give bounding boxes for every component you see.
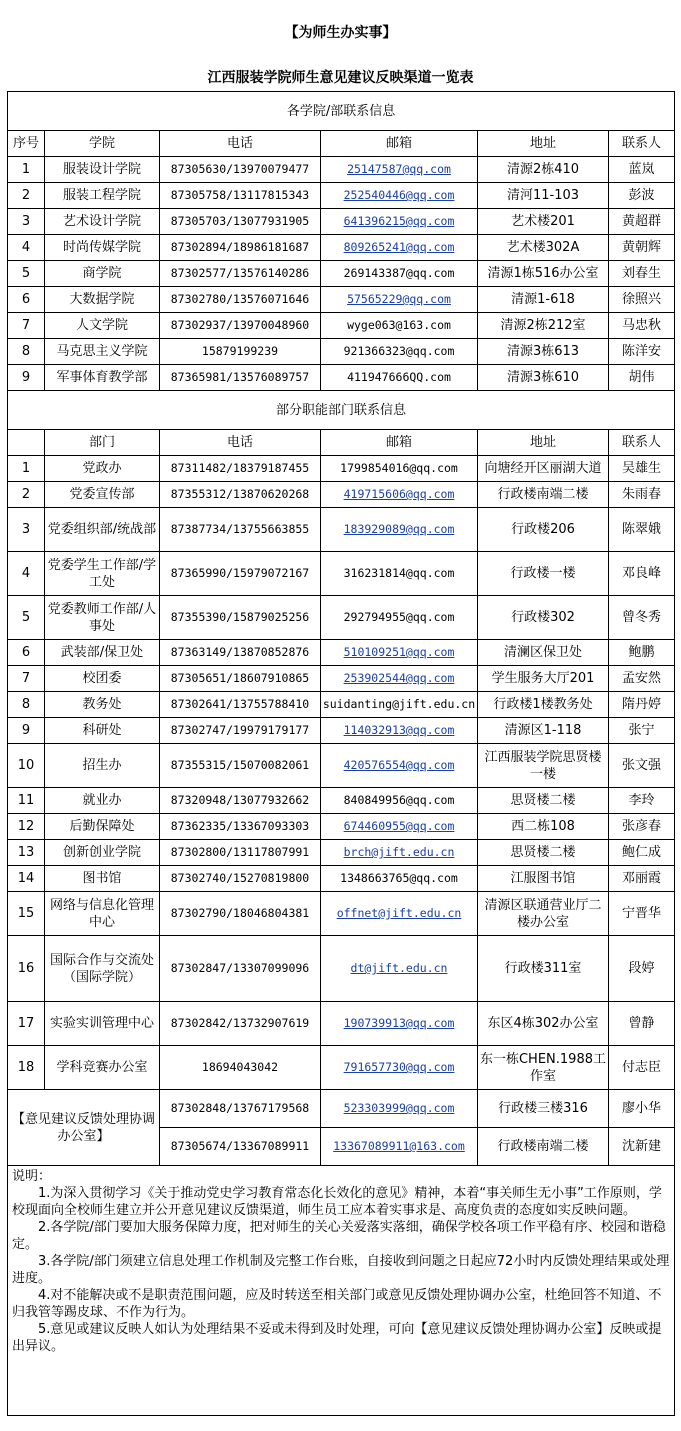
department-row [8, 692, 675, 718]
contact-person: 付志臣 [609, 1046, 675, 1090]
phone-number: 87305674/13367089911 [160, 1128, 321, 1166]
contact-person: 陈洋安 [609, 339, 675, 365]
college-row [8, 209, 675, 235]
coordination-row [8, 1090, 675, 1128]
email-link[interactable]: 674460955@qq.com [343, 819, 455, 833]
department-row [8, 456, 675, 482]
address: 行政楼302 [478, 596, 609, 640]
row-number: 6 [8, 287, 45, 313]
email-link[interactable]: 523303999@qq.com [343, 1101, 455, 1115]
department-row [8, 508, 675, 552]
email-address [321, 508, 478, 552]
address: 行政楼南端二楼 [478, 482, 609, 508]
address: 清源3栋613 [478, 339, 609, 365]
phone-number: 87302790/18046804381 [160, 892, 321, 936]
note-item: 5.意见或建议反映人如认为处理结果不妥或未得到及时处理，可向【意见建议反馈处理协调办公室】反映或提出异议。 [12, 1322, 662, 1354]
contact-person: 彭波 [609, 183, 675, 209]
col-header-no: 序号 [8, 131, 45, 157]
row-number: 14 [8, 866, 45, 892]
contact-person: 徐照兴 [609, 287, 675, 313]
row-number: 7 [8, 313, 45, 339]
address: 东一栋CHEN.1988工作室 [478, 1046, 609, 1090]
col-header-phone: 电话 [160, 430, 321, 456]
note-item: 1.为深入贯彻学习《关于推动党史学习教育常态化长效化的意见》精神，本着“事关师生无小事”工作原则，学校现面向全校师生建立并公开意见建议反馈渠道，师生员工应本着实事求是、高度负责的态度如实反映问题。 [12, 1186, 662, 1218]
contact-person: 陈翠娥 [609, 508, 675, 552]
department-name: 校团委 [45, 666, 160, 692]
colleges-section-title: 各学院/部联系信息 [8, 92, 675, 131]
email-address: 411947666QQ.com [321, 365, 478, 391]
department-row [8, 814, 675, 840]
address: 清源1-618 [478, 287, 609, 313]
colleges-section-header [8, 92, 675, 131]
address: 学生服务大厅201 [478, 666, 609, 692]
contact-person: 沈新建 [609, 1128, 675, 1166]
row-number: 2 [8, 183, 45, 209]
note-item: 4.对不能解决或不是职责范围问题，应及时转送至相关部门或意见反馈处理协调办公室，杜绝回答不知道、不归我管等踢皮球、不作为行为。 [12, 1288, 662, 1320]
email-link[interactable]: 419715606@qq.com [343, 487, 455, 501]
email-address [321, 287, 478, 313]
email-link[interactable]: offnet@jift.edu.cn [336, 906, 462, 920]
email-address [321, 640, 478, 666]
email-address [321, 892, 478, 936]
department-row [8, 840, 675, 866]
contact-person: 邓良峰 [609, 552, 675, 596]
college-name: 服装工程学院 [45, 183, 160, 209]
contact-person: 胡伟 [609, 365, 675, 391]
department-name: 武装部/保卫处 [45, 640, 160, 666]
email-address [321, 744, 478, 788]
college-row [8, 183, 675, 209]
contact-person: 李玲 [609, 788, 675, 814]
phone-number: 87305630/13970079477 [160, 157, 321, 183]
department-row [8, 718, 675, 744]
address: 行政楼南端二楼 [478, 1128, 609, 1166]
email-link[interactable]: 13367089911@163.com [333, 1139, 465, 1153]
phone-number: 87302894/18986181687 [160, 235, 321, 261]
email-address [321, 183, 478, 209]
phone-number: 87302842/13732907619 [160, 1002, 321, 1046]
college-name: 大数据学院 [45, 287, 160, 313]
address: 清源1栋516办公室 [478, 261, 609, 287]
department-name: 党政办 [45, 456, 160, 482]
col-header-email: 邮箱 [321, 131, 478, 157]
email-link[interactable]: brch@jift.edu.cn [343, 845, 455, 859]
address: 思贤楼二楼 [478, 788, 609, 814]
college-row [8, 235, 675, 261]
col-header-contact: 联系人 [609, 430, 675, 456]
contact-person: 黄朝辉 [609, 235, 675, 261]
address: 艺术楼201 [478, 209, 609, 235]
college-row [8, 339, 675, 365]
phone-number: 87302937/13970048960 [160, 313, 321, 339]
row-number: 5 [8, 261, 45, 287]
contact-person: 段婷 [609, 936, 675, 1002]
address: 艺术楼302A [478, 235, 609, 261]
row-number: 3 [8, 508, 45, 552]
phone-number: 87355390/15879025256 [160, 596, 321, 640]
address: 清源2栋410 [478, 157, 609, 183]
email-address [321, 814, 478, 840]
email-link[interactable]: 183929089@qq.com [343, 522, 455, 536]
department-row [8, 866, 675, 892]
email-link[interactable]: 791657730@qq.com [343, 1060, 455, 1074]
department-name: 图书馆 [45, 866, 160, 892]
email-address [321, 840, 478, 866]
departments-section-title: 部分职能部门联系信息 [8, 391, 675, 430]
contact-person: 鲍鹏 [609, 640, 675, 666]
phone-number: 87365981/13576089757 [160, 365, 321, 391]
email-address: 316231814@qq.com [321, 552, 478, 596]
address: 东区4栋302办公室 [478, 1002, 609, 1046]
document-title: 江西服装学院师生意见建议反映渠道一览表 [207, 70, 474, 86]
note-item: 3.各学院/部门须建立信息处理工作机制及完整工作台账，自接收到问题之日起应72小时内反馈处理结果或处理进度。 [12, 1254, 670, 1286]
department-name: 招生办 [45, 744, 160, 788]
department-name: 学科竞赛办公室 [45, 1046, 160, 1090]
address: 行政楼311室 [478, 936, 609, 1002]
row-number: 8 [8, 692, 45, 718]
phone-number: 87305703/13077931905 [160, 209, 321, 235]
college-row [8, 313, 675, 339]
col-header-contact: 联系人 [609, 131, 675, 157]
college-name: 人文学院 [45, 313, 160, 339]
department-row [8, 1002, 675, 1046]
col-header-address: 地址 [478, 430, 609, 456]
page-banner: 【为师生办实事】 [284, 25, 397, 41]
contact-person: 马忠秋 [609, 313, 675, 339]
email-address [321, 718, 478, 744]
row-number: 11 [8, 788, 45, 814]
row-number: 1 [8, 157, 45, 183]
address: 清河11-103 [478, 183, 609, 209]
row-number: 12 [8, 814, 45, 840]
contact-person: 蓝岚 [609, 157, 675, 183]
phone-number: 87355312/13870620268 [160, 482, 321, 508]
contact-person: 刘春生 [609, 261, 675, 287]
email-link[interactable]: 114032913@qq.com [343, 723, 455, 737]
address: 行政楼1楼教务处 [478, 692, 609, 718]
email-address: 292794955@qq.com [321, 596, 478, 640]
college-name: 时尚传媒学院 [45, 235, 160, 261]
phone-number: 87302641/13755788410 [160, 692, 321, 718]
departments-section-header [8, 391, 675, 430]
address: 江西服装学院思贤楼一楼 [478, 744, 609, 788]
department-name: 党委教师工作部/人事处 [45, 596, 160, 640]
notes-row [8, 1166, 675, 1416]
phone-number: 87362335/13367093303 [160, 814, 321, 840]
email-link[interactable]: 253902544@qq.com [343, 671, 455, 685]
phone-number: 87363149/13870852876 [160, 640, 321, 666]
phone-number: 87355315/15070082061 [160, 744, 321, 788]
phone-number: 87320948/13077932662 [160, 788, 321, 814]
row-number: 10 [8, 744, 45, 788]
phone-number: 15879199239 [160, 339, 321, 365]
email-address [321, 482, 478, 508]
col-header-address: 地址 [478, 131, 609, 157]
department-row [8, 788, 675, 814]
contact-person: 张文强 [609, 744, 675, 788]
phone-number: 87302747/19979179177 [160, 718, 321, 744]
email-address: wyge063@163.com [321, 313, 478, 339]
phone-number: 18694043042 [160, 1046, 321, 1090]
email-link[interactable]: 641396215@qq.com [343, 214, 455, 228]
department-name: 创新创业学院 [45, 840, 160, 866]
row-number: 7 [8, 666, 45, 692]
row-number: 8 [8, 339, 45, 365]
address: 思贤楼二楼 [478, 840, 609, 866]
email-address: 1799854016@qq.com [321, 456, 478, 482]
row-number: 9 [8, 365, 45, 391]
col-header-phone: 电话 [160, 131, 321, 157]
row-number: 16 [8, 936, 45, 1002]
department-name: 就业办 [45, 788, 160, 814]
row-number: 3 [8, 209, 45, 235]
department-name: 实验实训管理中心 [45, 1002, 160, 1046]
email-address: suidanting@jift.edu.cn [321, 692, 478, 718]
phone-number: 87302800/13117807991 [160, 840, 321, 866]
contact-person: 隋丹婷 [609, 692, 675, 718]
row-number: 9 [8, 718, 45, 744]
department-name: 网络与信息化管理中心 [45, 892, 160, 936]
contact-person: 朱雨春 [609, 482, 675, 508]
address: 清源2栋212室 [478, 313, 609, 339]
col-header-no [8, 430, 45, 456]
email-link[interactable]: 420576554@qq.com [343, 758, 455, 772]
email-address [321, 157, 478, 183]
department-name: 党委宣传部 [45, 482, 160, 508]
phone-number: 87305651/18607910865 [160, 666, 321, 692]
department-row [8, 1046, 675, 1090]
email-address [321, 666, 478, 692]
notes-section [8, 1166, 675, 1416]
email-link[interactable]: dt@jift.edu.cn [350, 961, 448, 975]
department-name: 教务处 [45, 692, 160, 718]
row-number: 15 [8, 892, 45, 936]
address: 行政楼一楼 [478, 552, 609, 596]
contact-person: 宁晋华 [609, 892, 675, 936]
contact-person: 曾冬秀 [609, 596, 675, 640]
address: 清源区联通营业厅二楼办公室 [478, 892, 609, 936]
email-address [321, 1046, 478, 1090]
email-address: 269143387@qq.com [321, 261, 478, 287]
email-link[interactable]: 57565229@qq.com [347, 292, 451, 306]
row-number: 4 [8, 552, 45, 596]
email-link[interactable]: 190739913@qq.com [343, 1016, 455, 1030]
contact-person: 张彦春 [609, 814, 675, 840]
phone-number: 87311482/18379187455 [160, 456, 321, 482]
address: 清源3栋610 [478, 365, 609, 391]
college-name: 马克思主义学院 [45, 339, 160, 365]
college-name: 服装设计学院 [45, 157, 160, 183]
contact-person: 张宁 [609, 718, 675, 744]
department-row [8, 552, 675, 596]
college-name: 艺术设计学院 [45, 209, 160, 235]
email-link[interactable]: 25147587@qq.com [347, 162, 451, 176]
phone-number: 87305758/13117815343 [160, 183, 321, 209]
note-item: 2.各学院/部门要加大服务保障力度，把对师生的关心关爱落实落细，确保学校各项工作平稳有序、校园和谐稳定。 [12, 1220, 666, 1252]
contact-person: 邓丽霞 [609, 866, 675, 892]
phone-number: 87387734/13755663855 [160, 508, 321, 552]
department-row [8, 936, 675, 1002]
row-number: 4 [8, 235, 45, 261]
email-link[interactable]: 252540446@qq.com [343, 188, 455, 202]
departments-column-header [8, 430, 675, 456]
email-address [321, 1002, 478, 1046]
contact-person: 廖小华 [609, 1090, 675, 1128]
row-number: 17 [8, 1002, 45, 1046]
contact-person: 吴雄生 [609, 456, 675, 482]
row-number: 6 [8, 640, 45, 666]
address: 向塘经开区丽湖大道 [478, 456, 609, 482]
row-number: 1 [8, 456, 45, 482]
phone-number: 87302848/13767179568 [160, 1090, 321, 1128]
coordination-office-name: 【意见建议反馈处理协调办公室】 [8, 1090, 160, 1166]
department-row [8, 482, 675, 508]
row-number: 2 [8, 482, 45, 508]
phone-number: 87365990/15979072167 [160, 552, 321, 596]
department-row [8, 640, 675, 666]
contact-person: 鲍仁成 [609, 840, 675, 866]
phone-number: 87302780/13576071646 [160, 287, 321, 313]
department-name: 党委学生工作部/学工处 [45, 552, 160, 596]
college-row [8, 157, 675, 183]
phone-number: 87302740/15270819800 [160, 866, 321, 892]
contact-person: 曾静 [609, 1002, 675, 1046]
address: 西二栋108 [478, 814, 609, 840]
col-header-college: 学院 [45, 131, 160, 157]
phone-number: 87302847/13307099096 [160, 936, 321, 1002]
department-name: 国际合作与交流处（国际学院） [45, 936, 160, 1002]
phone-number: 87302577/13576140286 [160, 261, 321, 287]
address: 行政楼206 [478, 508, 609, 552]
contact-person: 孟安然 [609, 666, 675, 692]
college-row [8, 261, 675, 287]
college-row [8, 287, 675, 313]
department-row [8, 596, 675, 640]
email-link[interactable]: 510109251@qq.com [343, 645, 455, 659]
row-number: 18 [8, 1046, 45, 1090]
address: 清澜区保卫处 [478, 640, 609, 666]
department-row [8, 744, 675, 788]
address: 江服图书馆 [478, 866, 609, 892]
email-address [321, 1128, 478, 1166]
department-name: 党委组织部/统战部 [45, 508, 160, 552]
email-link[interactable]: 809265241@qq.com [343, 240, 455, 254]
email-address [321, 936, 478, 1002]
email-address: 921366323@qq.com [321, 339, 478, 365]
department-name: 科研处 [45, 718, 160, 744]
address: 清源区1-118 [478, 718, 609, 744]
col-header-department: 部门 [45, 430, 160, 456]
department-row [8, 892, 675, 936]
row-number: 13 [8, 840, 45, 866]
email-address: 840849956@qq.com [321, 788, 478, 814]
email-address [321, 209, 478, 235]
college-name: 军事体育教学部 [45, 365, 160, 391]
email-address [321, 235, 478, 261]
email-address: 1348663765@qq.com [321, 866, 478, 892]
department-row [8, 666, 675, 692]
colleges-column-header [8, 131, 675, 157]
contact-person: 黄超群 [609, 209, 675, 235]
row-number: 5 [8, 596, 45, 640]
col-header-email: 邮箱 [321, 430, 478, 456]
contact-table [7, 91, 675, 1416]
department-name: 后勤保障处 [45, 814, 160, 840]
college-row [8, 365, 675, 391]
address: 行政楼三楼316 [478, 1090, 609, 1128]
college-name: 商学院 [45, 261, 160, 287]
notes-label: 说明： [12, 1169, 52, 1184]
email-address [321, 1090, 478, 1128]
